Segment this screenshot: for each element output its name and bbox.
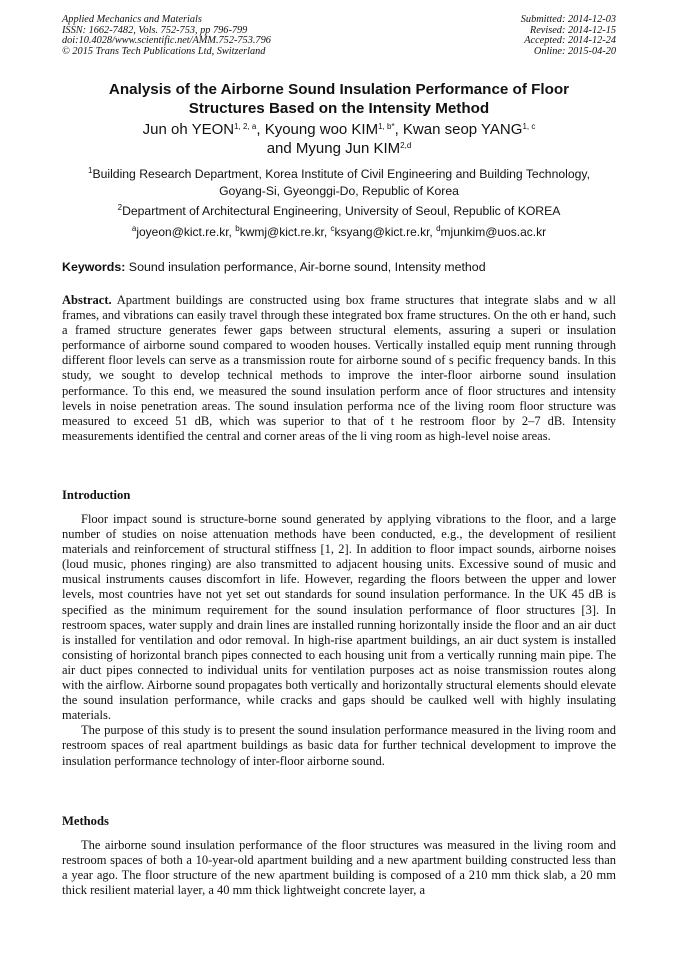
title-line-2: Structures Based on the Intensity Method	[188, 100, 490, 117]
email-link[interactable]: mjunkim@uos.ac.kr	[440, 225, 547, 239]
keywords-text: Sound insulation performance, Air-borne sound, Intensity method	[125, 260, 486, 274]
introduction-heading: Introduction	[62, 488, 131, 502]
author-separator: ,	[394, 121, 403, 138]
author-sup: 1, 2, a	[234, 122, 257, 131]
author-name: Kyoung woo KIM	[264, 121, 379, 138]
author-separator: ,	[256, 121, 265, 138]
introduction-paragraph-2: The purpose of this study is to present the sound insulation performance measured in the living room and restroom spaces of real apartment buildings as basic data for further technical development to improve the insulation performance technology of inter-floor airborne sound.	[62, 723, 616, 768]
abstract-paragraph	[62, 293, 616, 444]
submitted-date: Submitted: 2014-12-03	[520, 14, 616, 25]
author-sup: 1, b*	[378, 122, 395, 131]
affiliation-sup: 2	[117, 203, 123, 212]
affiliation-1-line-1	[62, 166, 616, 183]
revised-date: Revised: 2014-12-15	[529, 24, 616, 36]
journal-meta-left	[62, 15, 271, 57]
email-sup: b	[235, 224, 240, 233]
introduction-body	[62, 512, 616, 769]
affiliation-text: Building Research Department, Korea Institute of Civil Engineering and Building Technology,	[92, 167, 590, 181]
author-list	[62, 120, 616, 158]
email-link[interactable]: kwmj@kict.re.kr,	[239, 225, 331, 239]
paper-title	[62, 80, 616, 118]
author-emails	[62, 224, 616, 240]
accepted-date: Accepted: 2014-12-24	[524, 35, 616, 47]
abstract	[62, 293, 616, 444]
email-link[interactable]: joyeon@kict.re.kr,	[136, 225, 236, 239]
online-date: Online: 2015-04-20	[533, 45, 616, 57]
keywords	[62, 259, 616, 275]
affiliation-1	[62, 166, 616, 200]
email-sup: c	[330, 224, 335, 233]
author-name: Kwan seop YANG	[402, 121, 523, 138]
doi-info: doi:10.4028/www.scientific.net/AMM.752-753.796	[62, 35, 271, 47]
methods-paragraph-1: The airborne sound insulation performance of the floor structures was measured in the living room and restroom spaces of both a 10-year-old apartment building and a new apartment building constructed less than a year ago. The floor structure of the new apartment building is composed of a 210 mm thick slab, a 20 mm thick resilient material layer, a 40 mm thick lightweight concrete layer, a	[62, 838, 616, 898]
author-name: Jun oh YEON	[142, 121, 235, 138]
journal-name: Applied Mechanics and Materials	[62, 14, 202, 25]
issn-info: ISSN: 1662-7482, Vols. 752-753, pp 796-799	[62, 24, 248, 36]
abstract-text: Apartment buildings are constructed using box frame structures that integrate slabs and w all frames, and vibrations can easily travel through these integrated box frame structures. On the oth er hand, such a framed structure generates fewer gaps between structural elements, assuring a superi or insulation performance of airborne sound compared to wooden houses. Vertically installed equip ment running through different floor levels can serve as a transmission route for airborne sound of s pecific frequency bands. In this study, we sought to develop technical methods to improve the inter-floor airborne sound insulation performance. To this end, we measured the sound insulation perform ance of floor structures and intensity levels in noise penetration areas. The sound insulation performa nce of the living room floor structure was measured to exceed 51 dB, which was superior to that of t he restroom floor by 2–7 dB. Intensity measurements identified the central and corner areas of the li ving room as high-level noise areas.	[62, 293, 616, 443]
affiliation-1-line-2: Goyang-Si, Gyeonggi-Do, Republic of Korea	[219, 184, 459, 198]
affiliation-text: Department of Architectural Engineering, University of Seoul, Republic of KOREA	[122, 204, 561, 218]
author-sup: 2,d	[400, 141, 412, 150]
author-name: Myung Jun KIM	[295, 140, 401, 157]
affiliation-2	[62, 203, 616, 220]
methods-heading: Methods	[62, 814, 109, 828]
copyright-info: © 2015 Trans Tech Publications Ltd, Switzerland	[62, 45, 266, 57]
introduction-paragraph-1: Floor impact sound is structure-borne sound generated by applying vibrations to the floor, and a large number of studies on noise attenuation methods have been conducted, e.g., the development of resilient materials and reinforcement of structural stiffness [1, 2]. In addition to floor impact sounds, airborne noises (loud music, phones ringing) are also transmitted to adjacent housing units. Excessive sound of music and musical instruments causes discomfort in life. However, regarding the floors between the upper and lower levels, most countries have not yet set out standards for sound insulation performance. In the UK 45 dB is specified as the minimum requirement for the sound insulation performance of floor structures [3]. In restroom spaces, water supply and drain lines are installed running horizontally inside the floor and an air duct is installed for ventilation and odor removal. In high-rise apartment buildings, an air duct system is installed consisting of horizontal branch pipes connected to each housing unit from a vertically running main pipe. The air duct pipes connected to individual units for ventilation purposes act as noise transmission routes along with the airflow. Airborne sound propagates both vertically and horizontally structural elements should elevate the sound insulation performance, while cracks and gaps should be caulked well with highly insulating materials.	[62, 512, 616, 723]
keywords-label: Keywords:	[62, 260, 126, 274]
author-separator: and	[266, 140, 296, 157]
authors-line-2	[62, 139, 616, 158]
authors-line-1	[62, 120, 616, 139]
email-sup: d	[436, 224, 441, 233]
email-link[interactable]: ksyang@kict.re.kr,	[334, 225, 437, 239]
affiliation-sup: 1	[88, 166, 93, 175]
email-sup: a	[131, 224, 137, 233]
title-line-1: Analysis of the Airborne Sound Insulation Performance of Floor	[108, 81, 570, 98]
methods-body	[62, 838, 616, 898]
abstract-label: Abstract.	[62, 293, 112, 307]
author-sup: 1, c	[522, 122, 536, 131]
journal-meta-right	[521, 15, 616, 57]
